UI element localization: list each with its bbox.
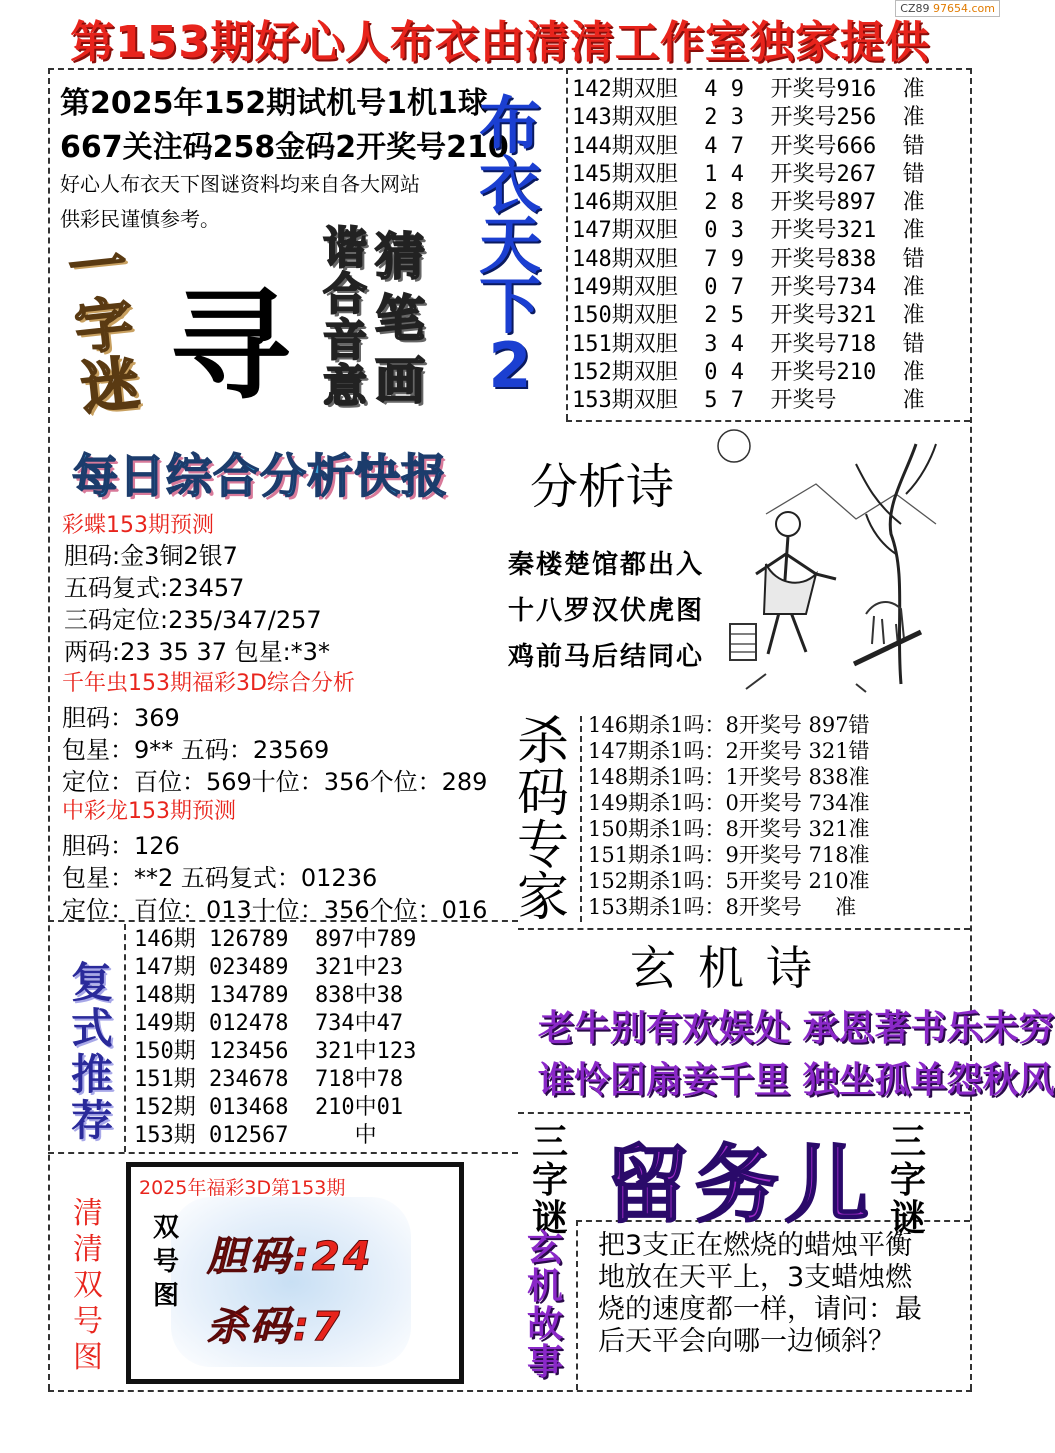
riddle-hint-char: 猜	[375, 228, 425, 286]
sanzi-char: 三	[531, 1122, 568, 1163]
brand-char: 下	[478, 269, 541, 342]
three-char-riddle-label-right	[878, 1124, 938, 1238]
riddle-hint-char: 画	[375, 352, 425, 410]
riddle-hint-char: 意	[323, 361, 367, 412]
section-line: 包星：9** 五码：23569	[62, 736, 330, 764]
card-vert-char: 图	[152, 1281, 179, 1311]
card-vertical-label	[151, 1211, 181, 1313]
mystery-poem-line: 老牛别有欢娱处 承恩著书乐未穷	[538, 1008, 1055, 1049]
riddle-hint-col-2	[318, 223, 372, 412]
qq-char: 双	[73, 1268, 103, 1303]
story-label-char: 玄	[526, 1228, 563, 1269]
kill-code-title	[508, 712, 578, 928]
fushi-row: 146期 126789 897中789	[134, 927, 417, 952]
kill-row: 150期杀1吗：8开奖号 321准	[588, 817, 870, 841]
story-label-char: 机	[526, 1266, 563, 1307]
disclaimer-line-2: 供彩民谨慎参考。	[60, 207, 220, 231]
section-heading: 彩蝶153期预测	[62, 513, 214, 538]
kill-row: 146期杀1吗：8开奖号 897错	[588, 713, 870, 737]
section-line: 胆码：126	[62, 832, 180, 860]
riddle-hint-char: 笔	[375, 290, 425, 348]
fushi-row: 149期 012478 734中47	[134, 1011, 404, 1036]
section-line: 胆码:金3铜2银7	[64, 542, 238, 570]
riddle-label-char: 迷	[77, 348, 143, 423]
mystery-poem-line: 谁怜团扇妾千里 独坐孤单怨秋风	[538, 1060, 1055, 1101]
poem-line: 十八罗汉伏虎图	[508, 596, 705, 626]
kill-row: 152期杀1吗：5开奖号 210准	[588, 869, 870, 893]
double-dan-row: 143期双胆 2 3 开奖号256 准	[572, 105, 925, 131]
riddle-hint-char: 谐	[323, 223, 367, 274]
card-dan-code: 胆码:24	[207, 1234, 374, 1280]
kill-row: 149期杀1吗：0开奖号 734准	[588, 791, 870, 815]
sanzi-char: 谜	[531, 1198, 568, 1239]
riddle-hint-col-1	[370, 226, 430, 412]
double-dan-row: 144期双胆 4 7 开奖号666 错	[572, 133, 925, 159]
section-line: 包星：**2 五码复式：01236	[62, 864, 378, 892]
card-kill-code: 杀码:7	[207, 1304, 343, 1350]
card-title: 2025年福彩3D第153期	[139, 1177, 346, 1199]
compound-recommend-table	[134, 926, 416, 1150]
qq-char: 清	[73, 1196, 103, 1231]
section-line: 两码:23 35 37 包星:*3*	[64, 638, 330, 666]
double-dan-table	[572, 76, 925, 416]
fushi-row: 153期 012567 中	[134, 1123, 377, 1148]
kill-title-char: 家	[516, 868, 569, 928]
poem-line: 鸡前马后结同心	[508, 642, 705, 672]
mystery-story-text: 把3支正在燃烧的蜡烛平衡地放在天平上，3支蜡烛燃烧的速度都一样，请问：最后天平会向哪一边倾斜？	[598, 1230, 922, 1357]
kill-title-char: 码	[516, 764, 569, 824]
section-heading: 中彩龙153期预测	[62, 799, 236, 824]
fushi-label-char: 复	[70, 958, 113, 1007]
double-dan-row: 152期双胆 0 4 开奖号210 准	[572, 359, 925, 385]
kill-row: 153期杀1吗：8开奖号 准	[588, 895, 857, 919]
kill-title-char: 专	[516, 816, 569, 876]
double-dan-row: 151期双胆 3 4 开奖号718 错	[572, 331, 925, 357]
watermark-prefix: CZ89	[900, 2, 930, 15]
double-dan-row: 142期双胆 4 9 开奖号916 准	[572, 77, 925, 102]
poem-illustration	[706, 424, 946, 714]
card-vert-char: 号	[152, 1247, 179, 1277]
section-line: 五码复式:23457	[64, 574, 245, 602]
watermark-site: 97654.com	[933, 2, 995, 15]
card-vert-char: 双	[152, 1213, 179, 1243]
sanzi-char: 谜	[889, 1198, 926, 1239]
double-dan-row: 146期双胆 2 8 开奖号897 准	[572, 190, 925, 216]
fushi-row: 148期 134789 838中38	[134, 983, 404, 1008]
qq-char: 清	[73, 1232, 103, 1267]
qingqing-double-label	[66, 1196, 110, 1376]
riddle-label-char: 字	[71, 289, 137, 363]
sanzi-char: 字	[531, 1160, 568, 1201]
poem-line: 秦楼楚馆都出入	[508, 550, 705, 580]
section-line: 胆码：369	[62, 704, 180, 732]
brand-vertical-title	[470, 89, 550, 402]
page-title: 第153期好心人布衣由清清工作室独家提供	[70, 17, 930, 68]
disclaimer-line-1: 好心人布衣天下图谜资料均来自各大网站	[60, 172, 420, 196]
double-dan-row: 145期双胆 1 4 开奖号267 错	[572, 161, 925, 187]
focus-code-line: 667关注码258金码2开奖号210	[60, 130, 509, 165]
double-dan-row: 150期双胆 2 5 开奖号321 准	[572, 303, 925, 329]
kill-row: 147期杀1吗：2开奖号 321错	[588, 739, 870, 763]
fushi-label-char: 式	[70, 1004, 113, 1053]
double-dan-row: 153期双胆 5 7 开奖号 准	[572, 388, 925, 414]
sanzi-char: 字	[889, 1160, 926, 1201]
qq-char: 号	[73, 1304, 103, 1339]
trial-number-line: 第2025年152期试机号1机1球	[60, 86, 488, 121]
fushi-label-char: 推	[70, 1050, 113, 1099]
kill-row: 151期杀1吗：9开奖号 718准	[588, 843, 870, 867]
kill-title-char: 杀	[516, 712, 569, 772]
fushi-label-char: 荐	[70, 1096, 113, 1145]
riddle-hint-char: 合	[323, 269, 367, 320]
kill-row: 148期杀1吗：1开奖号 838准	[588, 765, 870, 789]
brand-char: 天	[478, 209, 541, 282]
brand-char: 2	[488, 329, 532, 402]
fushi-row: 152期 013468 210中01	[134, 1095, 404, 1120]
riddle-label-char: 一	[65, 229, 131, 304]
brand-char: 布	[478, 89, 541, 162]
double-dan-row: 148期双胆 7 9 开奖号838 错	[572, 246, 925, 272]
double-number-card	[126, 1162, 464, 1384]
three-char-riddle-answer: 留务儿	[605, 1136, 876, 1234]
riddle-character: 寻	[170, 277, 290, 416]
kill-code-table	[588, 712, 870, 920]
fushi-row: 147期 023489 321中23	[134, 955, 404, 980]
story-label-char: 故	[526, 1304, 563, 1345]
riddle-hint-char: 音	[323, 315, 367, 366]
section-line: 定位：百位：013十位：356个位：016	[62, 896, 488, 924]
sanzi-char: 三	[889, 1122, 926, 1163]
mystery-poem-title: 玄机诗	[630, 941, 834, 995]
three-char-riddle-label-left	[520, 1124, 580, 1238]
section-line: 定位：百位：569十位：356个位：289	[62, 768, 488, 796]
brand-char: 衣	[478, 149, 541, 222]
fushi-row: 151期 234678 718中78	[134, 1067, 404, 1092]
analysis-poem-title: 分析诗	[530, 459, 675, 515]
mystery-story-label	[518, 1230, 572, 1382]
double-dan-row: 149期双胆 0 7 开奖号734 准	[572, 275, 925, 301]
qq-char: 图	[73, 1340, 103, 1375]
one-char-riddle-label	[55, 229, 153, 423]
story-label-char: 事	[526, 1342, 563, 1383]
fushi-row: 150期 123456 321中123	[134, 1039, 417, 1064]
compound-recommend-label	[60, 960, 124, 1144]
section-heading: 千年虫153期福彩3D综合分析	[62, 671, 355, 696]
daily-analysis-title: 每日综合分析快报	[72, 449, 448, 503]
section-line: 三码定位:235/347/257	[64, 606, 322, 634]
double-dan-row: 147期双胆 0 3 开奖号321 准	[572, 218, 925, 244]
